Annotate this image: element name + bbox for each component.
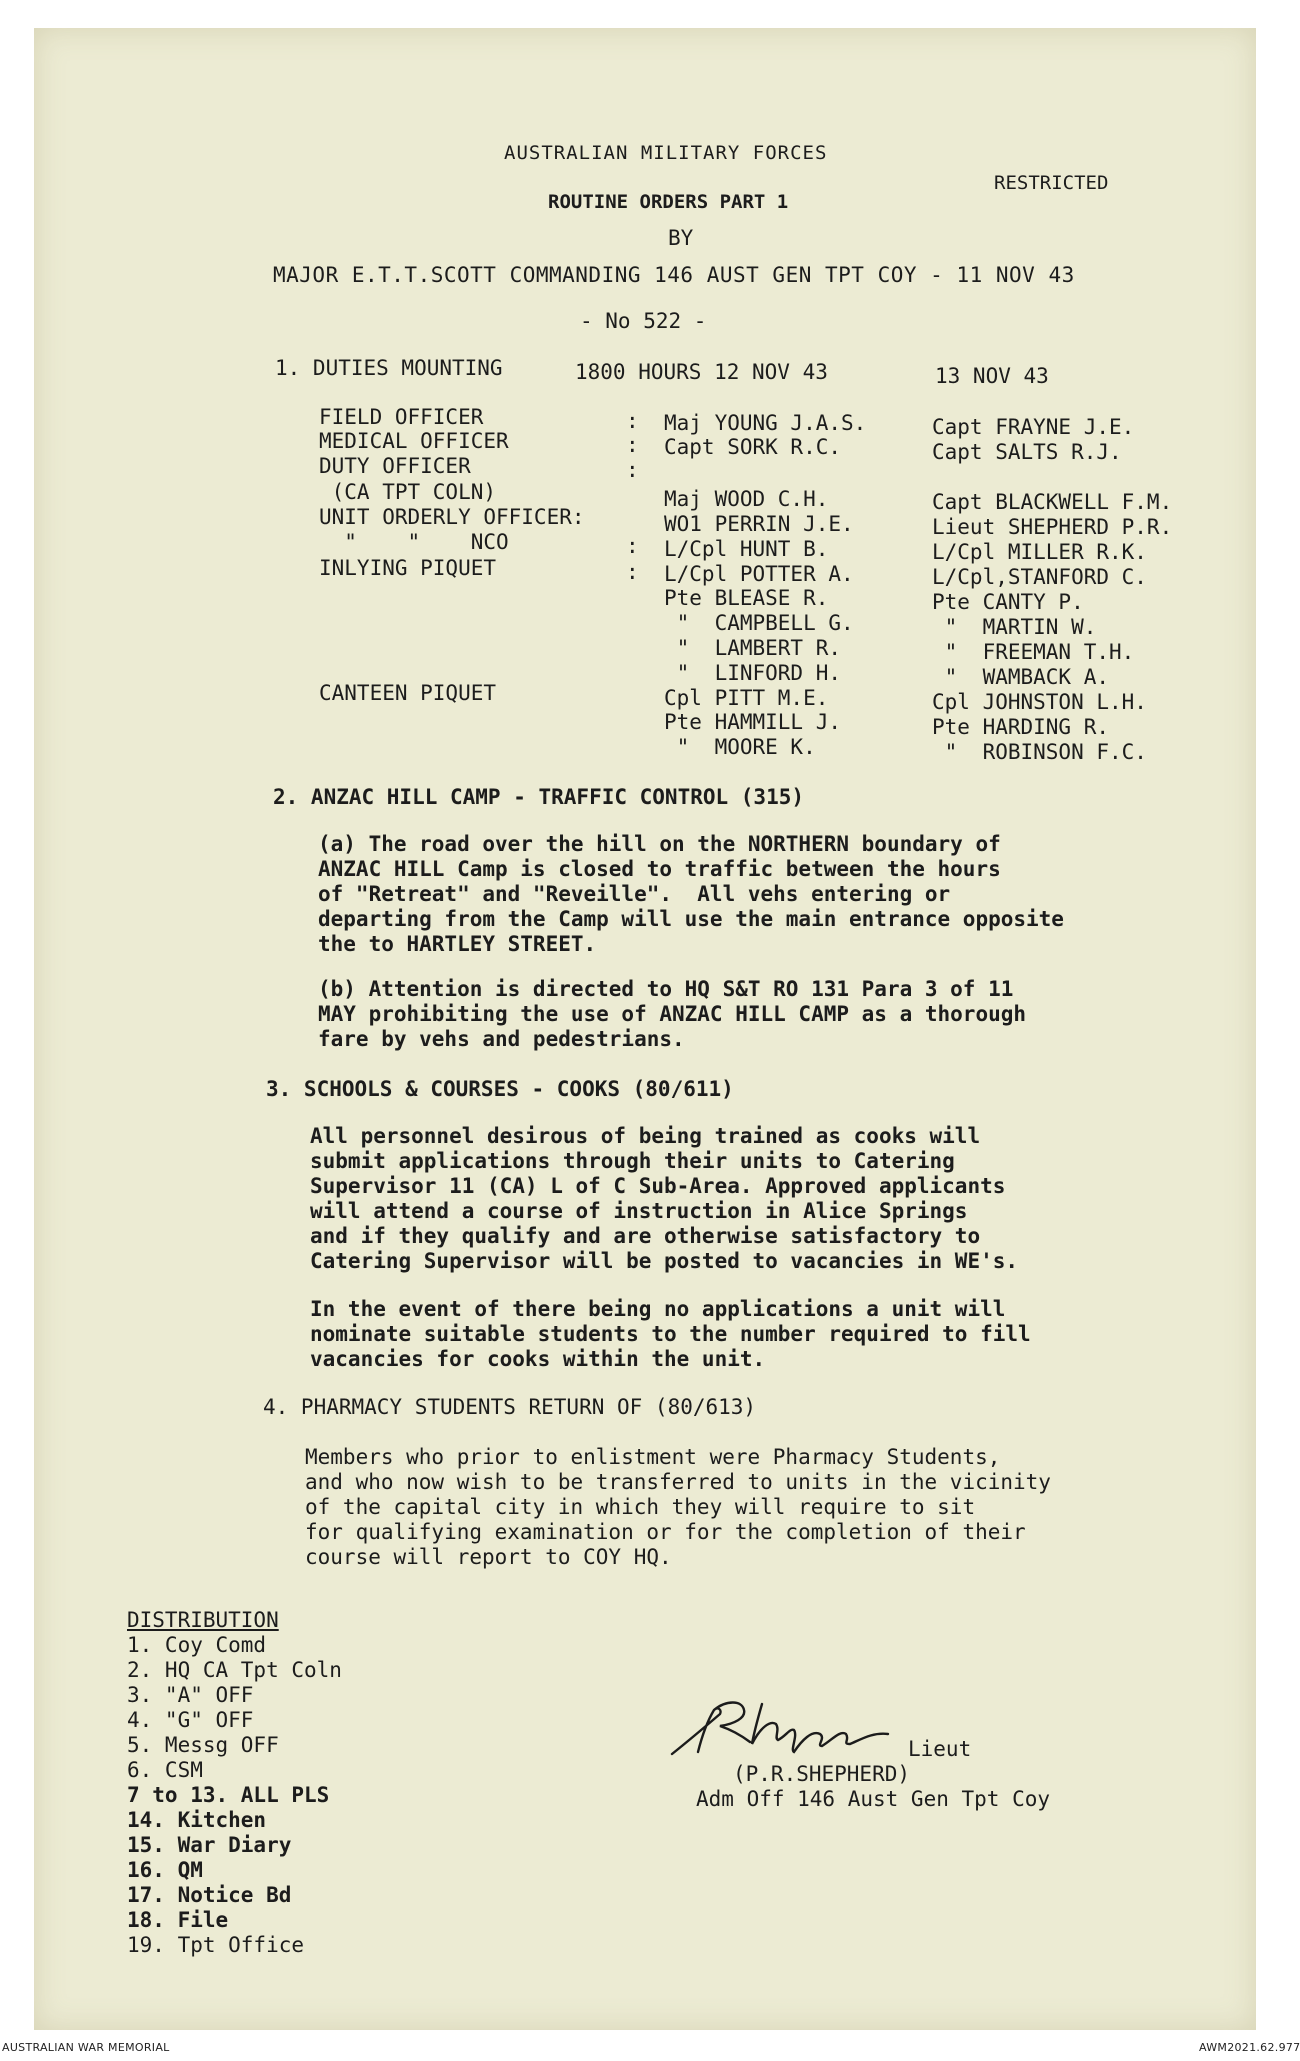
duty-name-13nov: Capt SALTS R.J.: [932, 440, 1122, 464]
text-line: departing from the Camp will use the main entrance opposite: [318, 907, 1064, 931]
distribution-item: 19. Tpt Office: [127, 1933, 305, 1957]
duty-role: FIELD OFFICER: [319, 405, 484, 429]
duty-name-13nov: Capt BLACKWELL F.M.: [932, 490, 1173, 514]
document-title: ROUTINE ORDERS PART 1: [548, 191, 789, 213]
duty-name-13nov: Capt FRAYNE J.E.: [932, 415, 1135, 439]
text-line: ANZAC HILL Camp is closed to traffic between the hours: [318, 857, 1001, 881]
classification-label: RESTRICTED: [994, 172, 1109, 194]
duty-name-13nov: " ROBINSON F.C.: [932, 740, 1147, 764]
duty-name-13nov: Pte CANTY P.: [932, 590, 1084, 614]
duty-name-13nov: Cpl JOHNSTON L.H.: [932, 690, 1147, 714]
footer-accession: AWM2021.62.977: [1199, 2041, 1300, 2054]
distribution-item: 18. File: [127, 1908, 229, 1932]
order-number: - No 522 -: [580, 309, 707, 333]
duty-name-13nov: " FREEMAN T.H.: [932, 640, 1135, 664]
duty-name-12nov: Cpl PITT M.E.: [664, 686, 829, 710]
by-label: BY: [668, 226, 694, 250]
duty-name-12nov: L/Cpl POTTER A.: [664, 562, 854, 586]
duty-role: (CA TPT COLN): [319, 480, 497, 504]
section1-hours: 1800 HOURS 12 NOV 43: [575, 360, 828, 384]
text-line: All personnel desirous of being trained as cooks will: [310, 1124, 981, 1148]
section3-heading: 3. SCHOOLS & COURSES - COOKS (80/611): [266, 1077, 734, 1101]
distribution-heading: DISTRIBUTION: [127, 1608, 279, 1632]
signatory-appointment: Adm Off 146 Aust Gen Tpt Coy: [696, 1787, 1051, 1811]
duty-name-12nov: Maj YOUNG J.A.S.: [664, 411, 867, 435]
distribution-item: 6. CSM: [127, 1758, 203, 1782]
duty-name-12nov: L/Cpl HUNT B.: [664, 537, 829, 561]
duty-sep: :: [626, 458, 639, 482]
duty-name-12nov: Pte HAMMILL J.: [664, 710, 842, 734]
distribution-item: 7 to 13. ALL PLS: [127, 1783, 330, 1807]
duty-name-12nov: " LAMBERT R.: [664, 636, 842, 660]
distribution-item: 17. Notice Bd: [127, 1883, 292, 1907]
duty-sep: :: [626, 534, 639, 558]
duty-name-13nov: " MARTIN W.: [932, 615, 1097, 639]
duty-role: UNIT ORDERLY OFFICER:: [319, 505, 585, 529]
duty-sep: :: [626, 560, 639, 584]
duty-role: " " NCO: [319, 530, 509, 554]
text-line: the to HARTLEY STREET.: [318, 932, 597, 956]
text-line: Catering Supervisor will be posted to vacancies in WE's.: [310, 1249, 1019, 1273]
duty-name-13nov: L/Cpl,STANFORD C.: [932, 565, 1147, 589]
duty-name-13nov: " WAMBACK A.: [932, 665, 1110, 689]
text-line: nominate suitable students to the number required to fill: [310, 1322, 1031, 1346]
duty-name-12nov: " CAMPBELL G.: [664, 611, 854, 635]
text-line: (b) Attention is directed to HQ S&T RO 131 Para 3 of 11: [318, 977, 1014, 1001]
text-line: and who now wish to be transferred to units in the vicinity: [305, 1470, 1051, 1494]
distribution-item: 5. Messg OFF: [127, 1733, 279, 1757]
section4-heading: 4. PHARMACY STUDENTS RETURN OF (80/613): [263, 1395, 757, 1419]
text-line: of "Retreat" and "Reveille". All vehs entering or: [318, 882, 951, 906]
text-line: submit applications through their units to Catering: [310, 1149, 955, 1173]
text-line: Supervisor 11 (CA) L of C Sub-Area. Approved applicants: [310, 1174, 1006, 1198]
text-line: (a) The road over the hill on the NORTHERN boundary of: [318, 832, 1001, 856]
footer-source: AUSTRALIAN WAR MEMORIAL: [2, 2041, 170, 2054]
section1-date2: 13 NOV 43: [935, 364, 1049, 388]
duty-name-12nov: " LINFORD H.: [664, 661, 842, 685]
text-line: In the event of there being no applications a unit will: [310, 1297, 1006, 1321]
text-line: will attend a course of instruction in Alice Springs: [310, 1199, 968, 1223]
text-line: vacancies for cooks within the unit.: [310, 1347, 766, 1371]
duty-name-12nov: Capt SORK R.C.: [664, 435, 842, 459]
duty-role: CANTEEN PIQUET: [319, 681, 497, 705]
duty-name-13nov: L/Cpl MILLER R.K.: [932, 540, 1147, 564]
distribution-item: 1. Coy Comd: [127, 1633, 267, 1657]
duty-name-12nov: " MOORE K.: [664, 735, 816, 759]
distribution-item: 16. QM: [127, 1858, 203, 1882]
duty-role: DUTY OFFICER: [319, 454, 471, 478]
duty-name-13nov: Lieut SHEPHERD P.R.: [932, 515, 1173, 539]
distribution-item: 2. HQ CA Tpt Coln: [127, 1658, 342, 1682]
distribution-item: 3. "A" OFF: [127, 1683, 254, 1707]
commander-line: MAJOR E.T.T.SCOTT COMMANDING 146 AUST GEN TPT COY - 11 NOV 43: [273, 263, 1075, 287]
signatory-name: (P.R.SHEPHERD): [733, 1762, 911, 1786]
distribution-item: 14. Kitchen: [127, 1808, 267, 1832]
text-line: Members who prior to enlistment were Pharmacy Students,: [305, 1445, 1001, 1469]
text-line: and if they qualify and are otherwise satisfactory to: [310, 1224, 981, 1248]
text-line: for qualifying examination or for the completion of their: [305, 1520, 1026, 1544]
section1-heading: 1. DUTIES MOUNTING: [275, 356, 503, 380]
section2-heading: 2. ANZAC HILL CAMP - TRAFFIC CONTROL (315): [273, 785, 805, 809]
duty-name-12nov: Pte BLEASE R.: [664, 586, 829, 610]
duty-name-13nov: Pte HARDING R.: [932, 715, 1110, 739]
duty-name-12nov: Maj WOOD C.H.: [664, 487, 829, 511]
text-line: MAY prohibiting the use of ANZAC HILL CAMP as a thorough: [318, 1002, 1027, 1026]
distribution-item: 4. "G" OFF: [127, 1708, 254, 1732]
duty-role: INLYING PIQUET: [319, 556, 497, 580]
duty-name-12nov: WO1 PERRIN J.E.: [664, 512, 854, 536]
duty-role: MEDICAL OFFICER: [319, 429, 509, 453]
distribution-item: 15. War Diary: [127, 1833, 292, 1857]
signatory-rank: Lieut: [908, 1737, 972, 1761]
duty-sep: :: [626, 433, 639, 457]
text-line: fare by vehs and pedestrians.: [318, 1027, 685, 1051]
duty-sep: :: [626, 409, 639, 433]
text-line: course will report to COY HQ.: [305, 1545, 672, 1569]
text-line: of the capital city in which they will require to sit: [305, 1495, 976, 1519]
org-heading: AUSTRALIAN MILITARY FORCES: [504, 142, 828, 164]
